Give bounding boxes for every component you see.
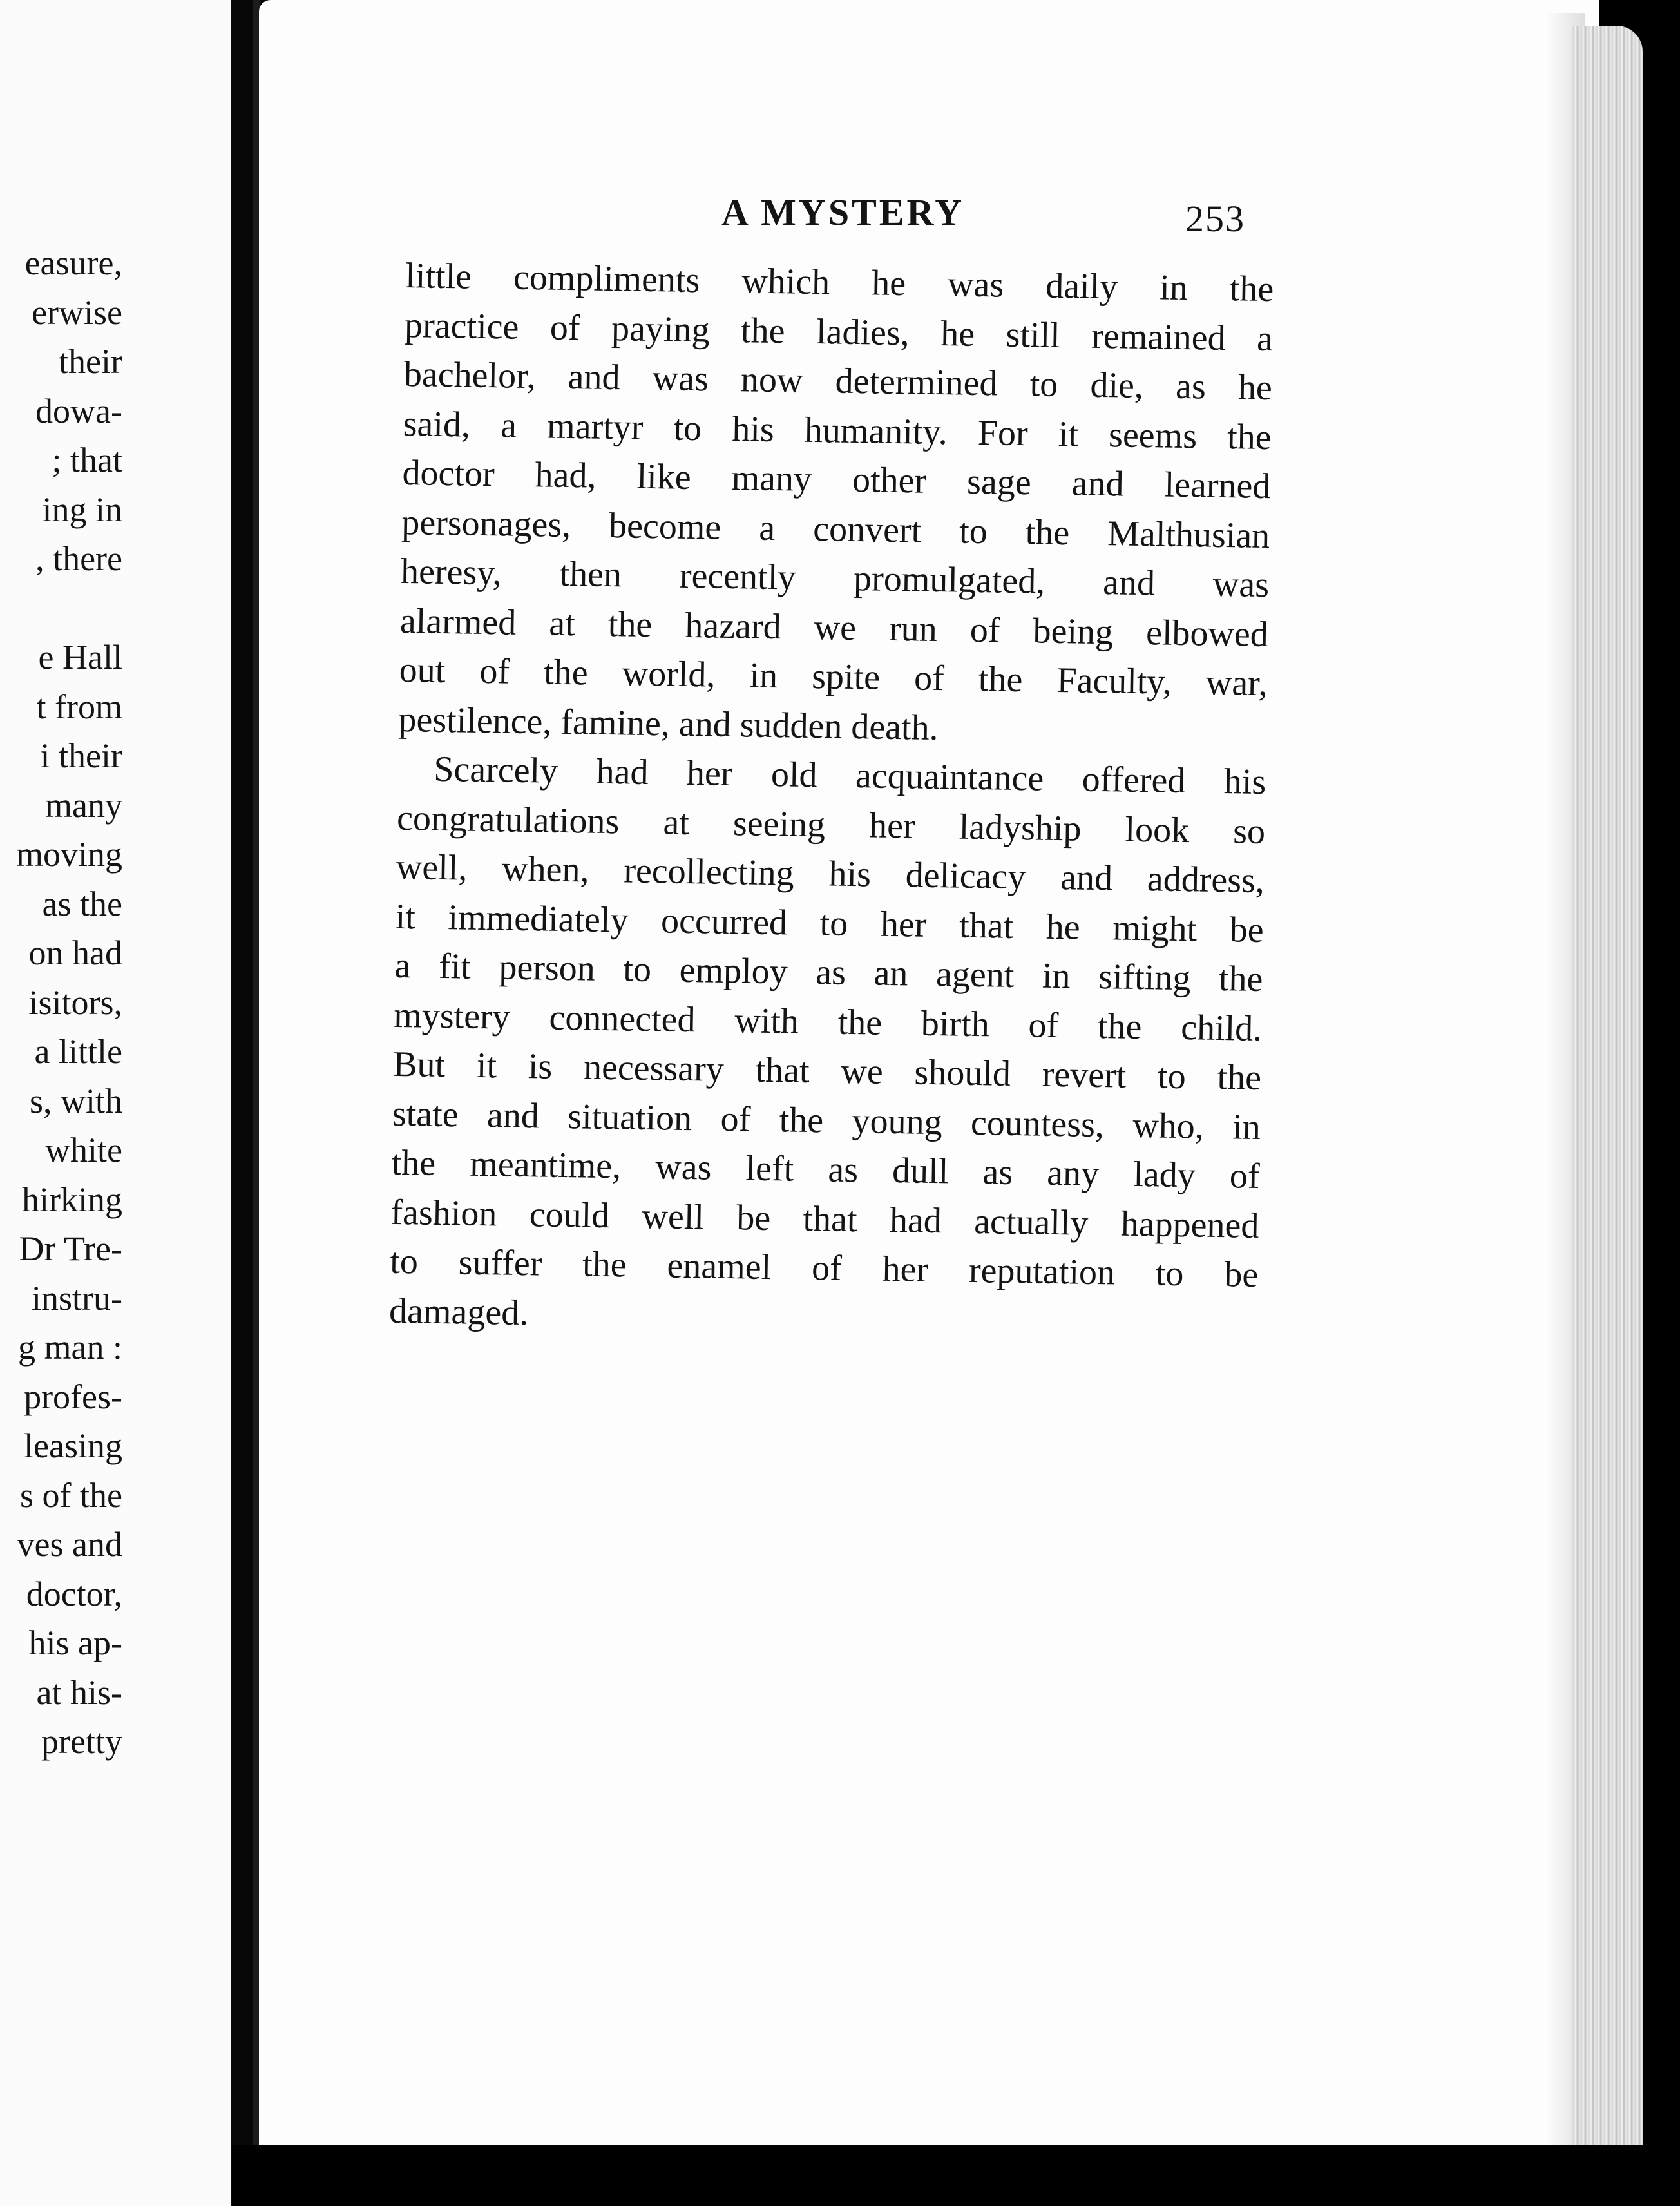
facing-line: i their	[40, 736, 122, 775]
text-line: the meantime, was left as dull as any lady of	[391, 1142, 1261, 1196]
facing-line: white	[45, 1131, 122, 1169]
facing-line: pretty	[41, 1722, 122, 1761]
facing-line: e Hall	[38, 638, 122, 676]
text-line: little compliments which he was daily in the	[405, 255, 1274, 310]
facing-line: t from	[36, 687, 122, 726]
facing-line: their	[59, 342, 122, 381]
text-line: bachelor, and was now determined to die, as he	[403, 354, 1273, 408]
text-line: doctor had, like many other sage and learned	[402, 452, 1271, 507]
facing-line: leasing	[24, 1426, 122, 1465]
facing-line: profes-	[24, 1377, 122, 1416]
text-line: practice of paying the ladies, he still remained a	[404, 305, 1274, 359]
text-line: to suffer the enamel of her reputation to be	[389, 1241, 1259, 1295]
facing-line: as the	[42, 884, 122, 923]
facing-line: doctor,	[26, 1574, 122, 1613]
facing-line: moving	[15, 835, 122, 874]
facing-line: on had	[28, 934, 122, 972]
bottom-shadow	[232, 2145, 1649, 2206]
text-line: a fit person to employ as an agent in sifting the	[394, 945, 1263, 1000]
facing-line: erwise	[32, 293, 122, 332]
running-head: A MYSTERY	[721, 191, 965, 233]
text-line: fashion could well be that had actually happened	[390, 1192, 1259, 1246]
text-line: Scarcely had her old acquaintance offered his	[433, 749, 1266, 803]
text-line: congratulations at seeing her ladyship look so	[396, 798, 1266, 852]
facing-line: ves and	[17, 1525, 122, 1564]
page-edges	[1572, 26, 1643, 2171]
facing-line: at his-	[36, 1673, 122, 1712]
facing-page-text	[0, 238, 122, 1767]
facing-line: hirking	[22, 1180, 122, 1219]
facing-line: his ap-	[28, 1624, 122, 1662]
text-line: heresy, then recently promulgated, and was	[400, 551, 1270, 606]
facing-line: ; that	[52, 441, 122, 479]
facing-line: s, with	[29, 1081, 122, 1120]
facing-line	[0, 584, 122, 633]
facing-line: instru-	[32, 1278, 122, 1318]
text-line: pestilence, famine, and sudden death.	[398, 699, 939, 748]
facing-line: Dr Tre-	[19, 1229, 122, 1268]
text-line: it immediately occurred to her that he might be	[395, 896, 1265, 950]
text-line: well, when, recollecting his delicacy and address,	[396, 847, 1265, 901]
facing-line: , there	[35, 539, 122, 578]
facing-line: easure,	[24, 244, 122, 282]
page-number: 253	[1185, 198, 1245, 240]
facing-page	[0, 0, 231, 2206]
text-line: But it is necessary that we should revert to the	[392, 1044, 1262, 1098]
text-line: mystery connected with the birth of the child.	[393, 995, 1263, 1049]
text-line: state and situation of the young countess, who, in	[392, 1093, 1261, 1147]
facing-line: dowa-	[35, 391, 122, 430]
facing-line: s of the	[20, 1475, 122, 1515]
facing-line: many	[45, 785, 122, 825]
text-line: out of the world, in spite of the Faculty, war,	[399, 649, 1268, 704]
text-line: personages, become a convert to the Malthusian	[401, 502, 1270, 556]
facing-line: a little	[34, 1032, 122, 1071]
facing-line: isitors,	[28, 983, 122, 1022]
body-text	[389, 251, 1274, 1349]
facing-line: ing in	[42, 490, 122, 529]
text-line: alarmed at the hazard we run of being elbowed	[399, 600, 1269, 655]
text-line: said, a martyr to his humanity. For it seems the	[403, 403, 1272, 457]
facing-line: g man :	[18, 1328, 122, 1367]
text-line: damaged.	[388, 1290, 529, 1333]
